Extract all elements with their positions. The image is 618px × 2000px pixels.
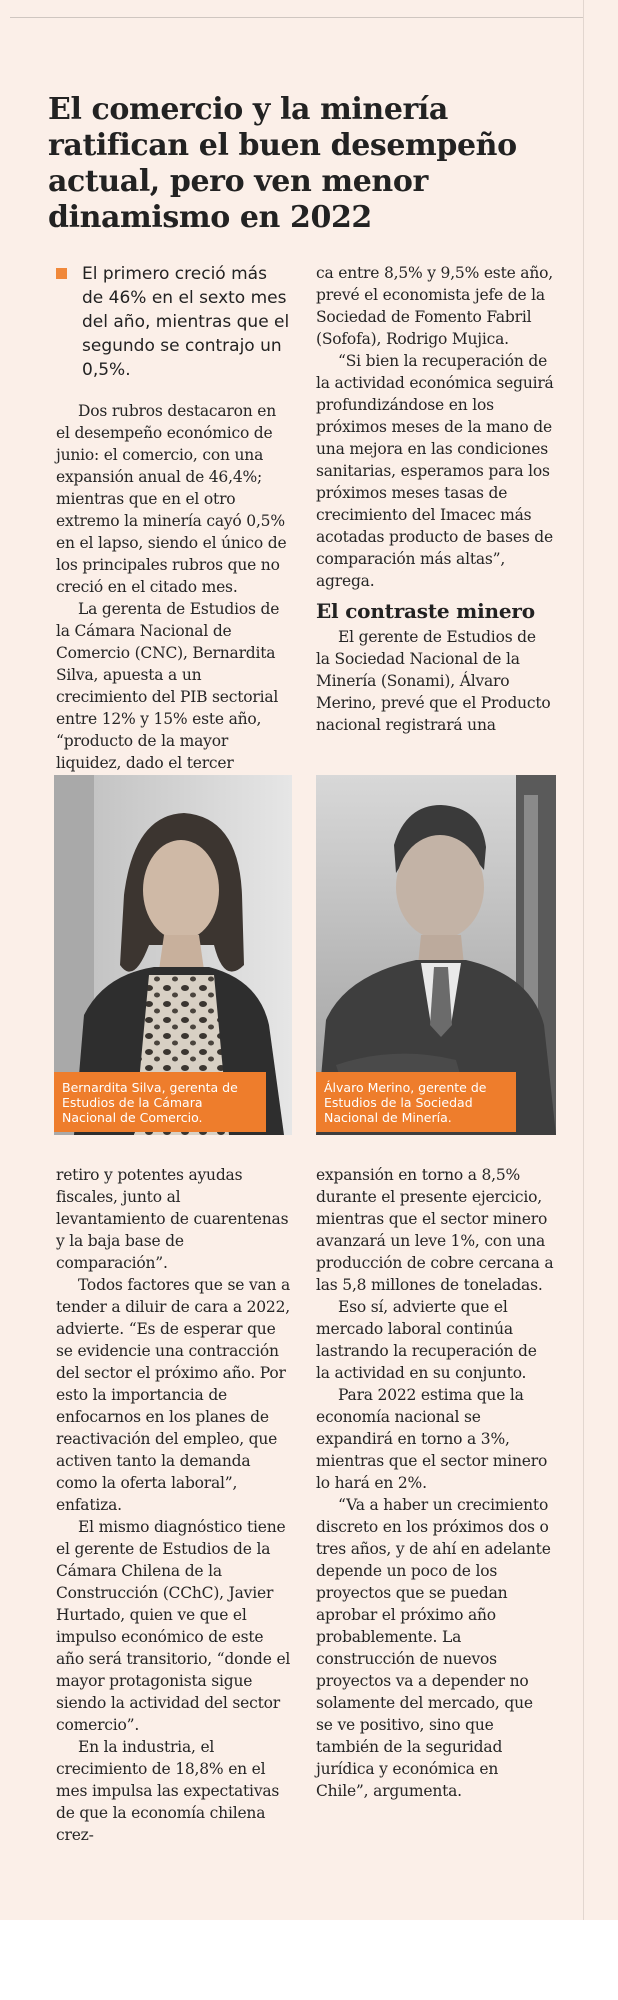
section-subheading: El contraste minero	[316, 599, 535, 623]
photo-caption-left: Bernardita Silva, gerenta de Estudios de la Cámara Nacional de Comercio.	[54, 1072, 266, 1132]
column-2-bottom	[316, 1164, 554, 1802]
paragraph: La gerenta de Estudios de la Cámara Nacional de Comercio (CNC), Bernardita Silva, apuesta a un crecimiento del PIB sectorial entre 12% y 15% este año, “producto de la mayor liquidez, dado el tercer	[56, 600, 280, 772]
article-lead	[56, 262, 290, 382]
lead-text: El primero creció más de 46% en el sexto mes del año, mientras que el segundo se contrajo un 0,5%.	[82, 264, 290, 380]
paragraph: “Va a haber un crecimiento discreto en los próximos dos o tres años, y de ahí en adelante depende un poco de los proyectos que se puedan aprobar el próximo año probablemente. La construcción de nuevos proyectos va a depender no solamente del mercado, que se ve positivo, sino que también de la seguridad jurídica y económica en Chile”, argumenta.	[316, 1496, 551, 1800]
column-1-top	[56, 400, 292, 774]
paragraph: El mismo diagnóstico tiene el gerente de Estudios de la Cámara Chilena de la Construcción (CChC), Javier Hurtado, quien ve que el impulso económico de este año será transitorio, “donde el mayor protagonista sigue siendo la actividad del sector comercio”.	[56, 1518, 291, 1734]
lead-bullet-icon	[56, 268, 67, 279]
paragraph: Para 2022 estima que la economía nacional se expandirá en torno a 3%, mientras que el sector minero lo hará en 2%.	[316, 1386, 548, 1492]
paragraph: ca entre 8,5% y 9,5% este año, prevé el economista jefe de la Sociedad de Fomento Fabril (Sofofa), Rodrigo Mujica.	[316, 264, 553, 348]
column-1-bottom	[56, 1164, 292, 1846]
paragraph: “Si bien la recuperación de la actividad económica seguirá profundizándose en los próximos meses de la mano de una mejora en las condiciones sanitarias, esperamos para los próximos meses tasas de crecimiento del Imacec más acotadas producto de bases de comparación más altas”, agrega.	[316, 352, 554, 590]
page-edge-divider	[583, 0, 584, 1920]
article-headline: El comercio y la minería ratifican el buen desempeño actual, pero ven menor dinamismo en 2022	[48, 92, 517, 235]
paragraph: En la industria, el crecimiento de 18,8% en el mes impulsa las expectativas de que la economía chilena crez-	[56, 1738, 280, 1844]
top-divider	[10, 17, 583, 18]
paragraph: Eso sí, advierte que el mercado laboral continúa lastrando la recuperación de la actividad en su conjunto.	[316, 1298, 537, 1382]
paragraph: expansión en torno a 8,5% durante el presente ejercicio, mientras que el sector minero avanzará un leve 1%, con una producción de cobre cercana a las 5,8 millones de toneladas.	[316, 1166, 554, 1294]
paragraph: Todos factores que se van a tender a diluir de cara a 2022, advierte. “Es de esperar que se evidencie una contracción del sector el próximo año. Por esto la importancia de enfocarnos en los planes de reactivación del empleo, que activen tanto la demanda como la oferta laboral”, enfatiza.	[56, 1276, 291, 1514]
paragraph: El gerente de Estudios de la Sociedad Nacional de la Minería (Sonami), Álvaro Merino, prevé que el Producto nacional registrará una	[316, 628, 551, 734]
paragraph: Dos rubros destacaron en el desempeño económico de junio: el comercio, con una expansión anual de 46,4%; mientras que en el otro extremo la minería cayó 0,5% en el lapso, siendo el único de los principales rubros que no creció en el citado mes.	[56, 402, 287, 596]
paragraph: retiro y potentes ayudas fiscales, junto al levantamiento de cuarentenas y la baja base de comparación”.	[56, 1166, 289, 1272]
photo-caption-right: Álvaro Merino, gerente de Estudios de la Sociedad Nacional de Minería.	[316, 1072, 516, 1132]
column-2-top	[316, 262, 554, 736]
